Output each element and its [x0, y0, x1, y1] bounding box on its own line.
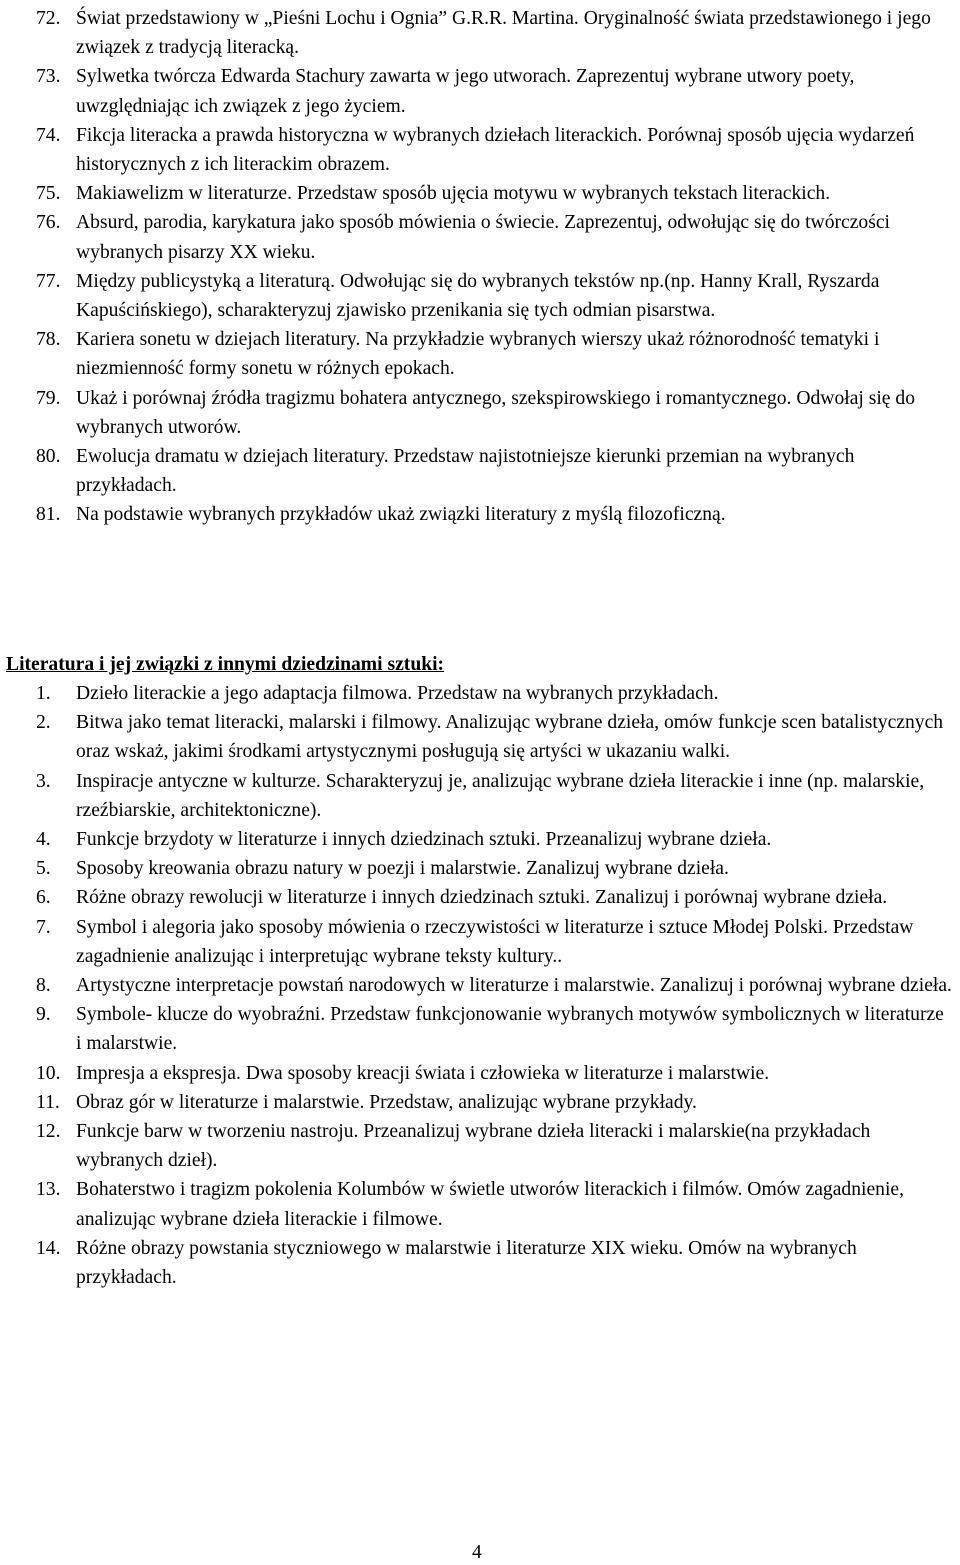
- item-number: 9.: [36, 1004, 51, 1026]
- item-number: 6.: [36, 887, 51, 909]
- item-text: Sylwetka twórcza Edwarda Stachury zawarta w jego utworach. Zaprezentuj wybrane utwory poety, uwzględniając ich związek z jego życiem.: [76, 66, 855, 117]
- list-item: [0, 4, 960, 62]
- item-text: Różne obrazy powstania styczniowego w malarstwie i literaturze XIX wieku. Omów na wybranych przykładach.: [76, 1237, 857, 1289]
- item-text: Bitwa jako temat literacki, malarski i filmowy. Analizując wybrane dzieła, omów funkcje scen batalistycznych oraz wskaż, jakimi środkami artystycznymi posługują się artyści w ukazaniu walki.: [76, 712, 944, 763]
- list-item: [0, 679, 960, 708]
- list-item: [0, 1059, 960, 1088]
- item-number: 73.: [36, 66, 61, 88]
- list-item: [0, 208, 960, 266]
- list-item: [0, 179, 960, 208]
- item-number: 79.: [36, 387, 61, 409]
- item-text: Symbol i alegoria jako sposoby mówienia o rzeczywistości w literaturze i sztuce Młodej Polski. Przedstaw zagadnienie analizując i interpretując wybrane teksty kultury..: [76, 916, 914, 967]
- item-text: Świat przedstawiony w „Pieśni Lochu i Ognia” G.R.R. Martina. Oryginalność świata przedstawionego i jego związek z tradycją literacką.: [76, 8, 931, 59]
- item-number: 80.: [36, 446, 61, 468]
- item-text: Sposoby kreowania obrazu natury w poezji i malarstwie. Zanalizuj wybrane dzieła.: [76, 858, 729, 880]
- item-text: Artystyczne interpretacje powstań narodowych w literaturze i malarstwie. Zanalizuj i porównaj wybrane dzieła.: [76, 975, 952, 997]
- list-item: [0, 883, 960, 912]
- item-text: Ewolucja dramatu w dziejach literatury. Przedstaw najistotniejsze kierunki przemian na wybranych przykładach.: [76, 446, 855, 497]
- item-number: 76.: [36, 212, 61, 234]
- item-number: 8.: [36, 975, 51, 997]
- list-item: [0, 1117, 960, 1175]
- page-number: 4: [472, 1542, 482, 1563]
- list-item: [0, 384, 960, 442]
- item-text: Funkcje brzydoty w literaturze i innych dziedzinach sztuki. Przeanalizuj wybrane dzieła.: [76, 829, 772, 851]
- item-text: Różne obrazy rewolucji w literaturze i innych dziedzinach sztuki. Zanalizuj i porównaj wybrane dzieła.: [76, 887, 888, 909]
- item-text: Dzieło literackie a jego adaptacja filmowa. Przedstaw na wybranych przykładach.: [76, 683, 719, 704]
- item-text: Funkcje barw w tworzeniu nastroju. Przeanalizuj wybrane dzieła literacki i malarskie(na przykładach wybranych dzieł).: [76, 1121, 871, 1172]
- item-number: 72.: [36, 8, 61, 29]
- list-item: [0, 1175, 960, 1233]
- item-number: 78.: [36, 329, 61, 351]
- item-text: Inspiracje antyczne w kulturze. Scharakteryzuj je, analizując wybrane dzieła literackie i inne (np. malarskie, rzeźbiarskie, architektoniczne).: [76, 770, 925, 821]
- list-item: [0, 267, 960, 325]
- item-number: 75.: [36, 183, 61, 205]
- item-text: Fikcja literacka a prawda historyczna w wybranych dziełach literackich. Porównaj sposób ujęcia wydarzeń historycznych z ich literackim obrazem.: [76, 124, 915, 176]
- item-number: 74.: [36, 124, 61, 146]
- item-number: 12.: [36, 1121, 61, 1143]
- item-text: Impresja a ekspresja. Dwa sposoby kreacji świata i człowieka w literaturze i malarstwie.: [76, 1062, 770, 1084]
- list-item: [0, 1000, 960, 1058]
- continued-topic-list: [0, 4, 960, 530]
- item-number: 14.: [36, 1237, 61, 1259]
- item-text: Bohaterstwo i tragizm pokolenia Kolumbów w świetle utworów literackich i filmów. Omów zagadnienie, analizując wybrane dzieła literackie i filmowe.: [76, 1179, 904, 1230]
- item-number: 10.: [36, 1062, 61, 1084]
- list-item: [0, 62, 960, 120]
- item-number: 77.: [36, 270, 61, 292]
- item-number: 2.: [36, 712, 51, 734]
- list-item: [0, 913, 960, 971]
- list-item: [0, 442, 960, 500]
- list-item: [0, 325, 960, 383]
- item-text: Ukaż i porównaj źródła tragizmu bohatera antycznego, szekspirowskiego i romantycznego. Odwołaj się do wybranych utworów.: [76, 387, 915, 438]
- item-text: Makiawelizm w literaturze. Przedstaw sposób ujęcia motywu w wybranych tekstach literackich.: [76, 183, 831, 205]
- list-item: [0, 767, 960, 825]
- list-item: [0, 121, 960, 179]
- section-heading: Literatura i jej związki z innymi dziedzinami sztuki:: [6, 654, 445, 675]
- item-number: 81.: [36, 504, 61, 526]
- item-text: Między publicystyką a literaturą. Odwołując się do wybranych tekstów np.(np. Hanny Krall, Ryszarda Kapuścińskiego), scharakteryzuj zjawisko przenikania się tych odmian pisarstwa.: [76, 270, 880, 322]
- item-number: 7.: [36, 916, 51, 938]
- item-number: 4.: [36, 829, 51, 851]
- list-item: [0, 708, 960, 766]
- section-topic-list: [0, 679, 960, 1292]
- item-text: Kariera sonetu w dziejach literatury. Na przykładzie wybranych wierszy ukaż różnorodność tematyki i niezmienność formy sonetu w różnych epokach.: [76, 329, 880, 380]
- item-number: 11.: [36, 1091, 60, 1113]
- item-text: Absurd, parodia, karykatura jako sposób mówienia o świecie. Zaprezentuj, odwołując się do twórczości wybranych pisarzy XX wieku.: [76, 212, 890, 263]
- item-text: Symbole- klucze do wyobraźni. Przedstaw funkcjonowanie wybranych motywów symbolicznych w literaturze i malarstwie.: [76, 1004, 944, 1055]
- list-item: [0, 971, 960, 1000]
- item-text: Obraz gór w literaturze i malarstwie. Przedstaw, analizując wybrane przykłady.: [76, 1091, 697, 1113]
- item-number: 1.: [36, 683, 51, 704]
- item-number: 13.: [36, 1179, 61, 1201]
- list-item: [0, 500, 960, 529]
- item-number: 5.: [36, 858, 51, 880]
- list-item: [0, 854, 960, 883]
- list-item: [0, 825, 960, 854]
- item-text: Na podstawie wybranych przykładów ukaż związki literatury z myślą filozoficzną.: [76, 504, 726, 526]
- list-item: [0, 1234, 960, 1292]
- list-item: [0, 1088, 960, 1117]
- item-number: 3.: [36, 770, 51, 792]
